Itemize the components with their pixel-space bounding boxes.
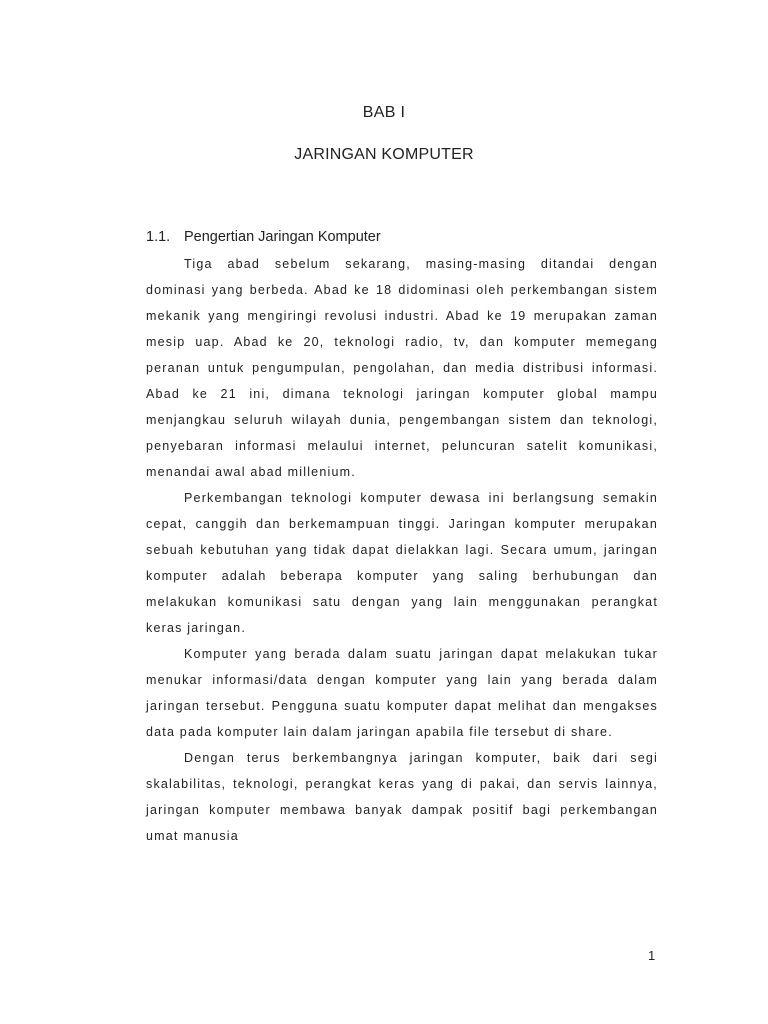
chapter-title: JARINGAN KOMPUTER [294,146,474,163]
paragraph-1: Tiga abad sebelum sekarang, masing-masing ditandai dengan dominasi yang berbeda. Abad ke 18 didominasi oleh perkembangan sistem mekanik yang mengiringi revolusi industri. Abad ke 19 merupakan zaman mesip uap. Abad ke 20, teknologi radio, tv, dan komputer memegang peranan untuk pengumpulan, pengolahan, dan media distribusi informasi. Abad ke 21 ini, dimana teknologi jaringan komputer global mampu menjangkau seluruh wilayah dunia, pengembangan sistem dan teknologi, penyebaran informasi melaului internet, peluncuran satelit komunikasi, menandai awal abad millenium. [146,257,658,479]
paragraph-2: Perkembangan teknologi komputer dewasa ini berlangsung semakin cepat, canggih dan berkemampuan tinggi. Jaringan komputer merupakan sebuah kebutuhan yang tidak dapat dielakkan lagi. Secara umum, jaringan komputer adalah beberapa komputer yang saling berhubungan dan melakukan komunikasi satu dengan yang lain menggunakan perangkat keras jaringan. [146,491,658,635]
paragraph-3: Komputer yang berada dalam suatu jaringan dapat melakukan tukar menukar informasi/data dengan komputer yang lain yang berada dalam jaringan tersebut. Pengguna suatu komputer dapat melihat dan mengakses data pada komputer lain dalam jaringan apabila file tersebut di share. [146,647,658,739]
page-number: 1 [648,948,656,963]
section-number: 1.1. [146,229,171,245]
section-title: Pengertian Jaringan Komputer [184,229,381,245]
chapter-number: BAB I [362,104,406,121]
section-heading [146,229,381,245]
body-text [146,251,658,849]
paragraph-4: Dengan terus berkembangnya jaringan komputer, baik dari segi skalabilitas, teknologi, perangkat keras yang di pakai, dan servis lainnya, jaringan komputer membawa banyak dampak positif bagi perkembangan umat manusia [146,751,658,843]
